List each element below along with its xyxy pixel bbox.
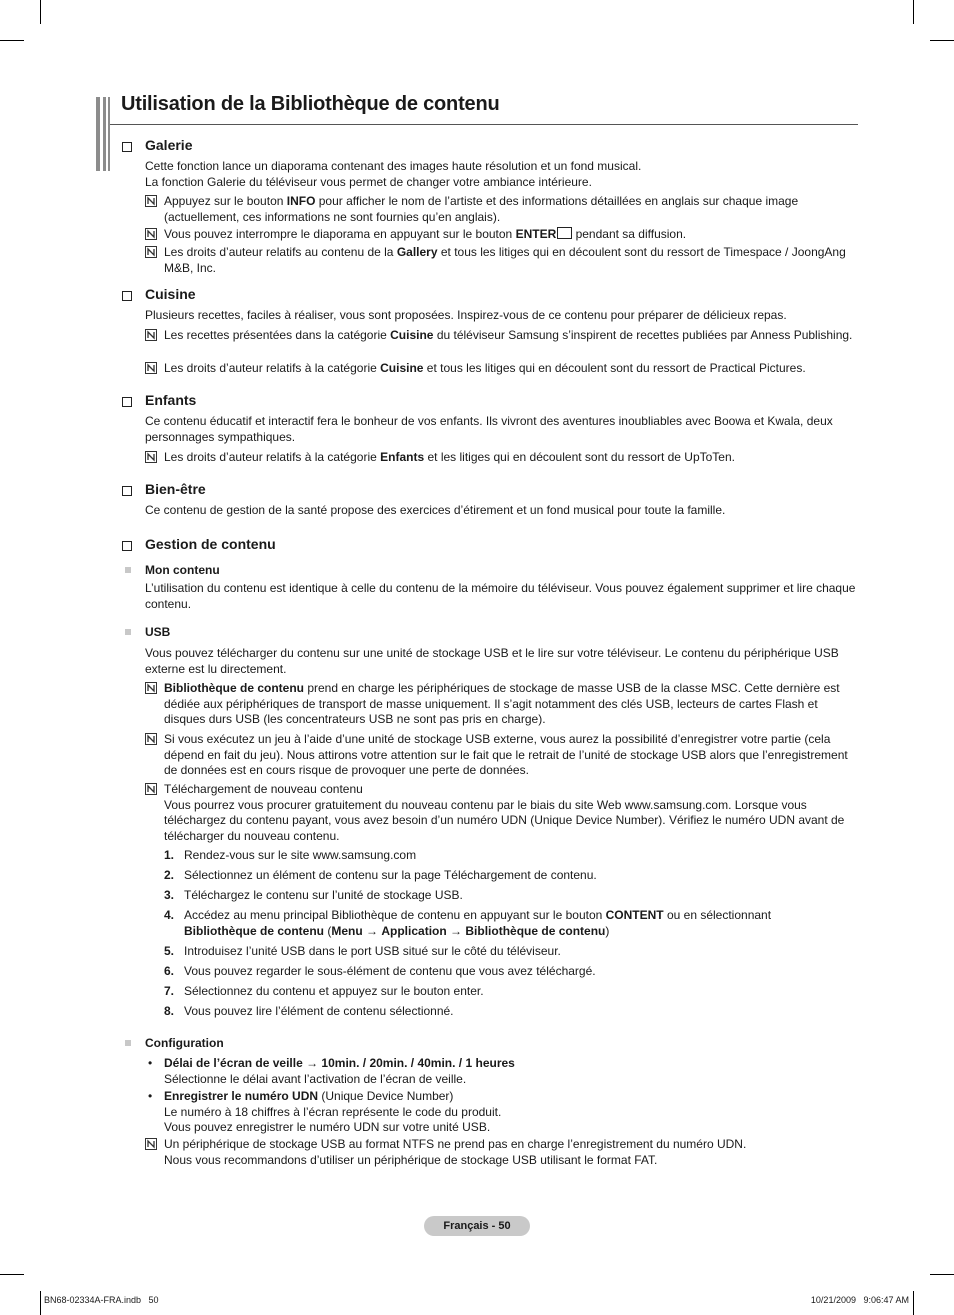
section-bienetre-heading: Bien-être [122, 481, 206, 497]
square-bullet-icon [122, 142, 132, 152]
note-icon [145, 362, 157, 374]
bullet-dot-icon: • [148, 1089, 153, 1103]
step: 1. Rendez-vous sur le site www.samsung.com [164, 848, 417, 862]
page-number-badge: Français - 50 [424, 1216, 530, 1236]
bullet-item: • Délai de l’écran de veille → 10min. / 20min. / 40min. / 1 heures Sélectionne le délai avant l’activation de l’écran de veille. [148, 1056, 515, 1086]
note-icon [145, 195, 157, 207]
crop-mark [40, 1291, 41, 1315]
note: Les droits d’auteur relatifs à la catégorie Cuisine et tous les litiges qui en découlent sont du ressort de Practical Pictures. [145, 361, 857, 377]
note-icon [145, 783, 157, 795]
note: Un périphérique de stockage USB au format NTFS ne prend pas en charge l’enregistrement du numéro UDN. Nous vous recommandons d’utiliser un périphérique de stockage USB utilisant le format FAT. [145, 1137, 857, 1168]
note-icon [145, 682, 157, 694]
crop-mark [913, 1291, 914, 1315]
usb-text: Vous pouvez télécharger du contenu sur une unité de stockage USB et le lire sur votre téléviseur. Le contenu du périphérique USB externe est lu directement. [145, 646, 839, 676]
note: Si vous exécutez un jeu à l’aide d’une unité de stockage USB externe, vous aurez la possibilité d’enregistrer votre partie (cela dépend en fait du jeu). Nous attirons votre attention sur le fait que le retrait de l’unité de stockage USB alors que l’enregistrement de données est en cours risque de provoquer une perte de données. [145, 732, 857, 779]
note: Vous pouvez interrompre le diaporama en appuyant sur le bouton ENTER pendant sa diffusion. [145, 227, 857, 243]
title-rule [110, 124, 858, 125]
bullet-item: • Enregistrer le numéro UDN (Unique Device Number) Le numéro à 18 chiffres à l’écran représente le code du produit. Vous pouvez enregistrer le numéro UDN sur votre unité USB. [148, 1089, 502, 1134]
note: Les droits d’auteur relatifs au contenu de la Gallery et tous les litiges qui en découlent sont du ressort de Timespace / JoongAng M&B, Inc. [145, 245, 857, 276]
header-bar [96, 97, 100, 171]
crop-mark [40, 0, 41, 24]
enfants-intro: Ce contenu éducatif et interactif fera le bonheur de vos enfants. Ils vivront des aventures inoubliables avec Boowa et Kwala, deux personnages sympathiques. [145, 414, 833, 444]
step: 3. Téléchargez le contenu sur l’unité de stockage USB. [164, 888, 463, 902]
bienetre-intro: Ce contenu de gestion de la santé propose des exercices d’étirement et un fond musical pour toute la famille. [145, 503, 726, 517]
step: 6. Vous pouvez regarder le sous-élément de contenu que vous avez téléchargé. [164, 964, 596, 978]
note-icon [145, 451, 157, 463]
galerie-intro: Cette fonction lance un diaporama contenant des images haute résolution et un fond musical. La fonction Galerie du téléviseur vous permet de changer votre ambiance intérieure. [145, 159, 642, 189]
crop-mark [930, 1274, 954, 1275]
square-bullet-icon [122, 486, 132, 496]
grey-square-bullet-icon [125, 567, 131, 573]
enter-icon [557, 227, 572, 239]
section-galerie-heading: Galerie [122, 137, 192, 153]
step: 7. Sélectionnez du contenu et appuyez sur le bouton enter. [164, 984, 484, 998]
file-info: BN68-02334A-FRA.indb 50 [44, 1295, 159, 1305]
step: 8. Vous pouvez lire l’élément de contenu sélectionné. [164, 1004, 454, 1018]
note-icon [145, 246, 157, 258]
grey-square-bullet-icon [125, 629, 131, 635]
mon-contenu-text: L’utilisation du contenu est identique à celle du contenu de la mémoire du téléviseur. Vous pouvez également supprimer et lire chaque contenu. [145, 581, 856, 611]
note-icon [145, 1138, 157, 1150]
bullet-dot-icon: • [148, 1056, 153, 1070]
note: Téléchargement de nouveau contenu Vous pourrez vous procurer gratuitement du nouveau contenu par le biais du site Web www.samsung.com. Lorsque vous téléchargez du contenu payant, vous avez besoin d’un numéro UDN (Unique Device Number). Vérifiez le numéro UDN avant de télécharger du nouveau contenu. [145, 782, 857, 844]
section-cuisine-heading: Cuisine [122, 286, 196, 302]
header-bar [103, 97, 106, 171]
crop-mark [0, 1274, 24, 1275]
mon-contenu-heading: Mon contenu [125, 563, 220, 577]
note: Bibliothèque de contenu prend en charge les périphériques de stockage de masse USB de la classe MSC. Cette dernière est dédiée aux périphériques de transport de masse uniquement. Il s’agit notamment des clés USB, lecteurs de cartes Flash et disques durs USB (les concentrateurs USB ne sont pas pris en charge). [145, 681, 857, 728]
step: 5. Introduisez l’unité USB dans le port USB situé sur le côté du téléviseur. [164, 944, 561, 958]
crop-mark [913, 0, 914, 24]
crop-mark [0, 40, 24, 41]
section-gestion-heading: Gestion de contenu [122, 536, 276, 552]
grey-square-bullet-icon [125, 1040, 131, 1046]
step: 4. Accédez au menu principal Bibliothèque de contenu en appuyant sur le bouton CONTENT ou en sélectionnant Bibliothèque de contenu (Menu → Application → Bibliothèque de contenu) [164, 908, 772, 938]
page-title: Utilisation de la Bibliothèque de contenu [121, 93, 500, 115]
note-icon [145, 228, 157, 240]
square-bullet-icon [122, 397, 132, 407]
section-enfants-heading: Enfants [122, 392, 196, 408]
usb-heading: USB [125, 625, 170, 639]
note-icon [145, 733, 157, 745]
square-bullet-icon [122, 291, 132, 301]
cuisine-intro: Plusieurs recettes, faciles à réaliser, vous sont proposées. Inspirez-vous de ce contenu pour préparer de délicieux repas. [145, 308, 787, 322]
header-bar [108, 97, 110, 171]
note: Les droits d’auteur relatifs à la catégorie Enfants et les litiges qui en découlent sont du ressort de UpToTen. [145, 450, 857, 466]
print-timestamp: 10/21/2009 9:06:47 AM [810, 1295, 909, 1305]
configuration-heading: Configuration [125, 1036, 224, 1050]
step: 2. Sélectionnez un élément de contenu sur la page Téléchargement de contenu. [164, 868, 597, 882]
note-icon [145, 329, 157, 341]
note: Les recettes présentées dans la catégorie Cuisine du téléviseur Samsung s’inspirent de recettes publiées par Anness Publishing. [145, 328, 857, 344]
square-bullet-icon [122, 541, 132, 551]
note: Appuyez sur le bouton INFO pour afficher le nom de l’artiste et des informations détaillées en anglais sur chaque image (actuellement, ces informations ne sont fournies qu’en anglais). [145, 194, 857, 225]
crop-mark [930, 40, 954, 41]
